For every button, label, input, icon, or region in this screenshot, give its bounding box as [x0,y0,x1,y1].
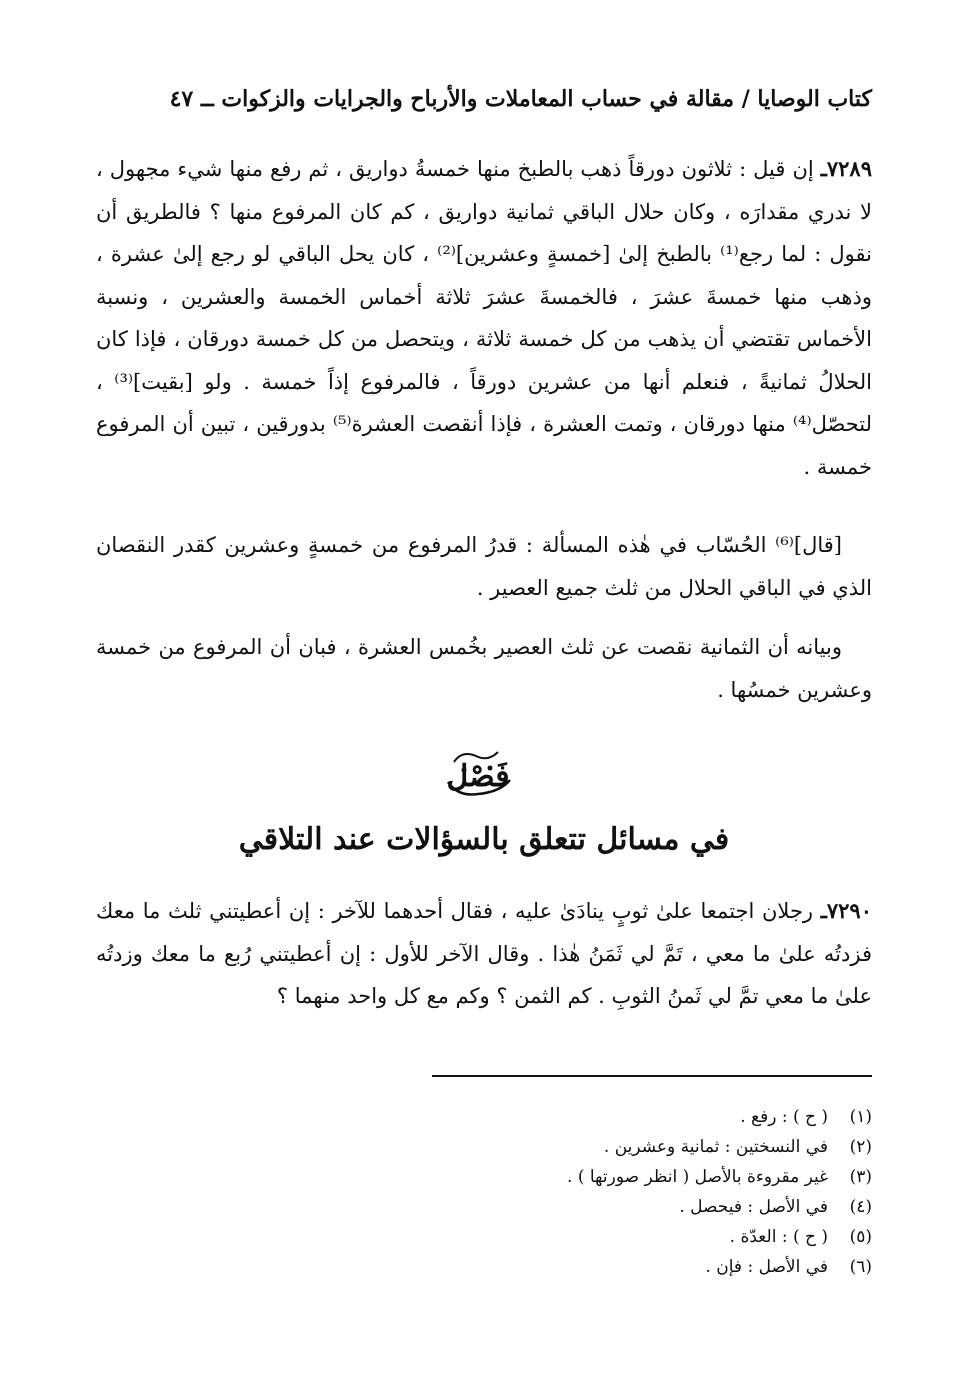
footnote-item [300,1222,872,1252]
paragraph-bayan [96,626,872,711]
paragraph-text: وبيانه أن الثمانية نقصت عن ثلث العصير بخُمس العشرة ، فبان أن المرفوع من خمسة وعشرين خمسُها . [96,635,872,702]
fasl-word: فَصْل [446,759,510,794]
footnote-item [300,1252,872,1282]
footnote-item [300,1162,872,1192]
paragraph-7290 [96,890,872,1018]
footnote-item [300,1192,872,1222]
paragraph-number: ٧٢٨٩ـ [820,156,872,181]
footnote-divider [432,1075,872,1077]
footnote-number: (٤) [849,1197,872,1217]
footnote-item [300,1132,872,1162]
fasl-calligraphy-ornament [428,742,528,806]
footnote-text: ( ح ) : العدّة . [729,1227,828,1247]
footnotes-list [300,1102,872,1282]
section-heading: في مسائل تتعلق بالسؤالات عند التلاقي [238,822,730,857]
paragraph-text: إن قيل : ثلاثون دورقاً ذهب بالطبخ منها خمسةُ دواريق ، ثم رفع منها شيء مجهول ، لا ندري مقدارَه ، وكان حلال الباقي ثمانية دواريق ، كم كان المرفوع منها ؟ فالطريق أن نقول : لما رجع⁽¹⁾ بالطبخ إلىٰ [خمسةٍ وعشرين]⁽²⁾ ، كان يحل الباقي لو رجع إلىٰ عشرة ، وذهب منها خمسةَ عشرَ ، فالخمسةَ عشرَ ثلاثة أخماس الخمسة والعشرين ، ونسبة الأخماس تقتضي أن يذهب من كل خمسة ثلاثة ، ويتحصل من كل خمسة دورقان ، فإذا كان الحلالُ ثمانيةً ، فنعلم أنها من عشرين دورقاً ، فالمرفوع إذاً خمسة . ولو [بقيت]⁽³⁾ ، لتحصّل⁽⁴⁾ منها دورقان ، وتمت العشرة ، فإذا أنقصت العشرة⁽⁵⁾ بدورقين ، تبين أن المرفوع خمسة . [96,157,873,479]
paragraph-text: [قال]⁽⁶⁾ الحُسّاب في هٰذه المسألة : قدرُ المرفوع من خمسةٍ وعشرين كقدر النقصان الذي في الباقي الحلال من ثلث جميع العصير . [96,533,872,600]
footnote-item [300,1102,872,1132]
footnote-text: في الأصل : فيحصل . [679,1197,828,1217]
footnote-number: (٣) [849,1167,872,1187]
paragraph-qal [96,524,872,609]
footnote-number: (٥) [849,1227,872,1247]
footnote-number: (٢) [849,1137,872,1157]
footnote-number: (١) [849,1107,872,1127]
paragraph-text: رجلان اجتمعا علىٰ ثوبٍ ينادَىٰ عليه ، فقال أحدهما للآخر : إن أعطيتني ثلث ما معك فزدتُه علىٰ ما معي ، تَمَّ لي ثَمَنُ هٰذا . وقال الآخر للأول : إن أعطيتني رُبع ما معك وزدتُه علىٰ ما معي تمَّ لي ثَمنُ الثوبِ . كم الثمن ؟ وكم مع كل واحد منهما ؟ [96,899,872,1008]
footnote-text: غير مقروءة بالأصل ( انظر صورتها ) . [567,1167,828,1187]
running-header: كتاب الوصايا / مقالة في حساب المعاملات والأرباح والجرايات والزكوات ــ ٤٧ [169,86,872,112]
footnote-text: ( ح ) : رفع . [740,1107,828,1127]
paragraph-7289 [96,148,872,488]
footnote-text: في الأصل : فإن . [705,1257,828,1277]
footnote-text: في النسختين : ثمانية وعشرين . [603,1137,828,1157]
paragraph-number: ٧٢٩٠ـ [820,898,872,923]
footnote-number: (٦) [849,1257,872,1277]
